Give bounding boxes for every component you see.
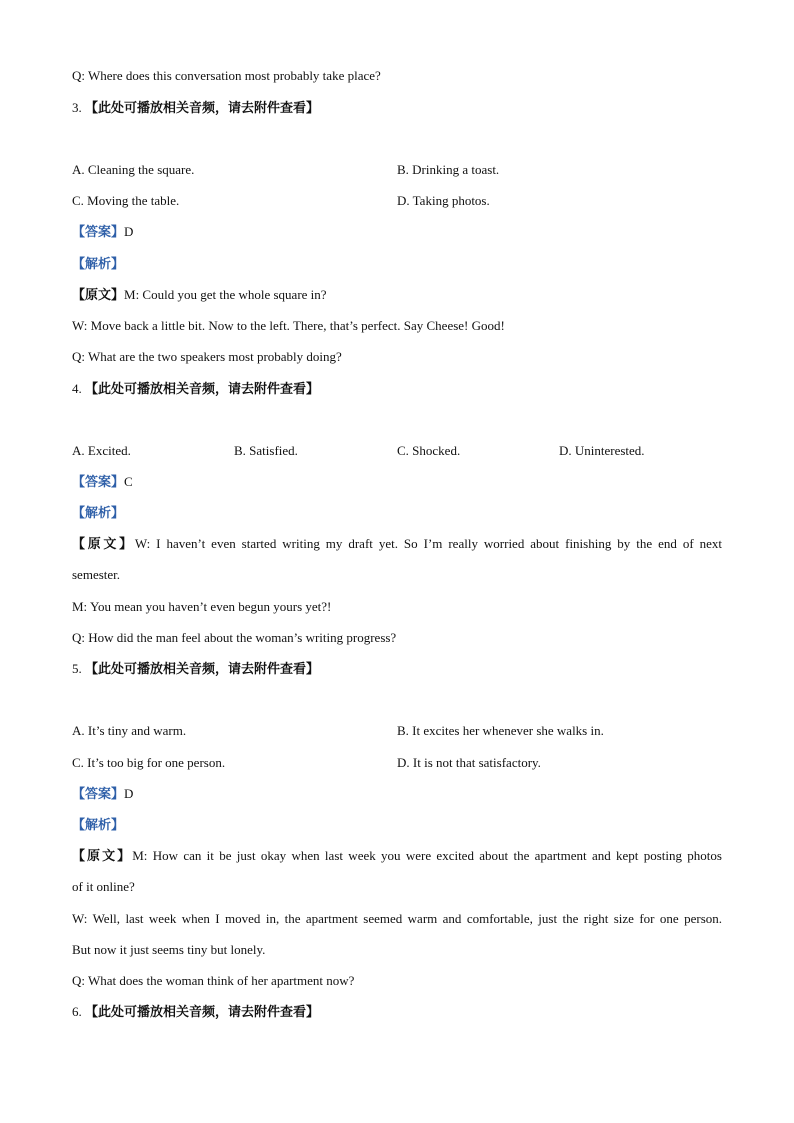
q4-option-c: C. Shocked. xyxy=(397,443,461,458)
q5-option-d: D. It is not that satisfactory. xyxy=(397,755,541,770)
q5-option-a: A. It’s tiny and warm. xyxy=(72,723,187,738)
q3-number: 3. xyxy=(72,100,82,115)
q3-analysis-label: 【解析】 xyxy=(72,257,125,272)
q4-header xyxy=(72,380,722,399)
q5-number: 5. xyxy=(72,661,82,676)
q4-transcript-line-2: semester. xyxy=(72,567,121,582)
q4-answer-value: C xyxy=(124,474,133,489)
q5-audio-note[interactable]: 【此处可播放相关音频，请去附件查看】 xyxy=(85,662,320,677)
q4-transcript-line-4: Q: How did the man feel about the woman’s writing progress? xyxy=(72,630,397,645)
q5-analysis-label: 【解析】 xyxy=(72,818,125,833)
q5-option-b: B. It excites her whenever she walks in. xyxy=(397,723,604,738)
q6-number: 6. xyxy=(72,1004,82,1019)
q3-transcript-line-2: W: Move back a little bit. Now to the left. There, that’s perfect. Say Cheese! Good! xyxy=(72,318,505,333)
q3-answer-value: D xyxy=(124,224,134,239)
q5-transcript-line-1: 【原文】M: How can it be just okay when last week you were excited about the apartment and kept posting photos xyxy=(72,848,722,864)
q3-option-a: A. Cleaning the square. xyxy=(72,162,195,177)
q5-answer xyxy=(72,785,722,804)
q6-header xyxy=(72,1003,722,1022)
q5-header xyxy=(72,660,722,679)
q4-transcript-label: 【原文】 xyxy=(72,537,135,552)
q3-transcript-label: 【原文】 xyxy=(72,288,125,303)
q5-transcript-line-5: Q: What does the woman think of her apartment now? xyxy=(72,973,355,988)
q3-transcript-line-1: 【原文】M: Could you get the whole square in? xyxy=(72,287,327,303)
q3-option-d: D. Taking photos. xyxy=(397,193,490,208)
q3-answer-label: 【答案】 xyxy=(72,225,125,240)
q5-analysis xyxy=(72,816,722,835)
q4-option-b: B. Satisfied. xyxy=(234,443,298,458)
q5-answer-label: 【答案】 xyxy=(72,787,125,802)
q5-transcript-line-3: W: Well, last week when I moved in, the apartment seemed warm and comfortable, just the right size for one person. xyxy=(72,911,722,926)
q3-answer xyxy=(72,223,722,242)
q3-option-c: C. Moving the table. xyxy=(72,193,180,208)
q6-audio-note[interactable]: 【此处可播放相关音频，请去附件查看】 xyxy=(85,1005,320,1020)
q4-option-a: A. Excited. xyxy=(72,443,131,458)
q3-header xyxy=(72,99,722,118)
q5-transcript-line-2: of it online? xyxy=(72,879,135,894)
q4-transcript-line-3: M: You mean you haven’t even begun yours yet?! xyxy=(72,599,332,614)
q5-transcript-line-4: But now it just seems tiny but lonely. xyxy=(72,942,266,957)
q3-audio-note[interactable]: 【此处可播放相关音频，请去附件查看】 xyxy=(85,101,320,116)
q4-answer-label: 【答案】 xyxy=(72,475,125,490)
q4-answer xyxy=(72,473,722,492)
q3-transcript-line-3: Q: What are the two speakers most probably doing? xyxy=(72,349,342,364)
q4-analysis xyxy=(72,504,722,523)
q2-question-line: Q: Where does this conversation most probably take place? xyxy=(72,68,381,83)
q3-option-b: B. Drinking a toast. xyxy=(397,162,500,177)
q4-option-d: D. Uninterested. xyxy=(559,443,645,458)
q5-option-c: C. It’s too big for one person. xyxy=(72,755,226,770)
q3-analysis xyxy=(72,255,722,274)
q4-number: 4. xyxy=(72,381,82,396)
q4-transcript-line-1: 【原文】W: I haven’t even started writing my draft yet. So I’m really worried about finishing by the end of next xyxy=(72,536,722,552)
q5-answer-value: D xyxy=(124,786,134,801)
q4-audio-note[interactable]: 【此处可播放相关音频，请去附件查看】 xyxy=(85,382,320,397)
q4-analysis-label: 【解析】 xyxy=(72,506,125,521)
q5-transcript-label: 【原文】 xyxy=(72,849,133,864)
